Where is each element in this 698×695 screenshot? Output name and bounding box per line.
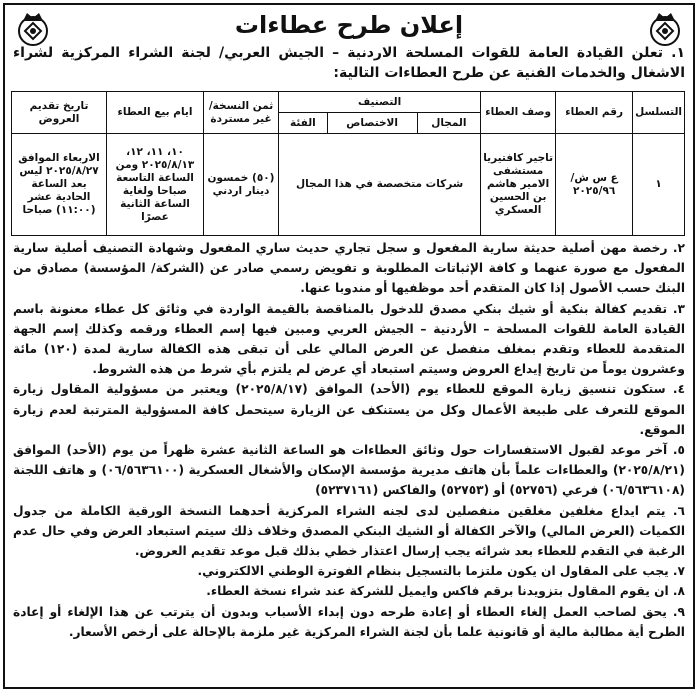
condition-paragraph: ٤. ستكون تنسيق زيارة الموقع للعطاء يوم (الأحد) الموافق (٢٠٢٥/٨/١٧) ويعتبر من مسؤولية المقاول زيارة الموقع للتعرف على طبيعة الأعمال وكل من يستنكف عن الزيارة سيتحمل كافة المسؤولية المترتبة لعدم زيارة الموقع. [13, 382, 686, 437]
cell-sale-days: ١٠، ١١، ١٢، ٢٠٢٥/٨/١٣ ومن الساعة التاسعة صباحا ولغاية الساعة الثانية عصرًا [107, 134, 204, 236]
page-title: إعلان طرح عطاءات [234, 11, 464, 39]
header-sale-days: ايام بيع العطاء [107, 92, 204, 134]
header-field: المجال [417, 113, 481, 134]
header-serial: التسلسل [633, 92, 685, 134]
header-price: ثمن النسخة/ غير مستردة [204, 92, 279, 134]
table-row [12, 134, 685, 236]
conditions-text [13, 238, 685, 642]
condition-paragraph: ٣. تقديم كفالة بنكية أو شيك بنكي مصدق للدخول بالمناقصة بالقيمة الواردة في وثائق كل عطاء معنونة باسم القيادة العامة للقوات المسلحة – الأردنية – الجيش العربي ومبين فيها إسم العطاء ورقمه وكذلك إسم الجهة المتقدمة للعطاء وتقدم بمغلف منفصل عن العرض المالي على أن تبقى هذه الكفالة سارية لمدة (١٢٠) مائة وعشرون يوماً من تاريخ إيداع العروض وسيتم استبعاد أي عرض لم يلتزم بأي شرط من هذه الشروط. [13, 301, 685, 377]
condition-paragraph: ٧. يجب على المقاول ان يكون ملتزما بالتسجيل بنظام الفوترة الوطني الالكتروني. [197, 564, 685, 579]
condition-paragraph: ٥. آخر موعد لقبول الاستفسارات حول وثائق العطاءات هو الساعة الثانية عشرة ظهراً من يوم (الأحد) الموافق (٢٠٢٥/٨/٢١) والعطاءات علماً بأن هاتف مديرية مؤسسة الإسكان والأشغال العسكرية (٠٦/٥٦٣٦١٠٠) و هاتف اللجنة (٠٦/٥٦٣٦١٠٨) فرعي (٥٢٧٥٦) أو (٥٢٧٥٣) والفاكس (٥٢٣٧١٦١) [13, 443, 685, 498]
cell-description: تاجير كافتيريا مستشفى الامير هاشم بن الحسين العسكري [481, 134, 556, 236]
intro-paragraph: ١. تعلن القيادة العامة للقوات المسلحة الاردنية – الجيش العربي/ لجنة الشراء المركزية لشراء الاشغال والخدمات الفنية عن طرح العطاءات التالية: [13, 45, 685, 81]
header-deadline: تاريخ تقديم العروض [12, 92, 107, 134]
tender-table [11, 91, 685, 236]
cell-deadline: الاربعاء الموافق ٢٠٢٥/٨/٢٧ ليس بعد الساعة الحادية عشر (١١:٠٠) صباحا [12, 134, 107, 236]
cell-tender-no: ع س ش/ ٢٠٢٥/٩٦ [556, 134, 633, 236]
header-category: الفئة [279, 113, 328, 134]
condition-paragraph: ٩. يحق لصاحب العمل إلغاء العطاء أو إعادة طرحه دون إبداء الأسباب وبدون أن يترتب عن هذا الإلغاء أو إعادة الطرح أية مطالبة مالية أو قانونية علما بأن لجنة الشراء المركزية غير ملزمة بالإحالة على أرخص الأسعار. [13, 604, 685, 639]
header-classification: التصنيف [279, 92, 481, 113]
condition-paragraph: ٦. يتم ايداع مغلفين مغلقين منفصلين لدى لجنه الشراء المركزية أحدهما النسخة الورقية الكاملة من جدول الكميات (العرض المالي) والآخر الكفالة أو الشيك البنكي المصدق وخلاف ذلك سيتم استبعاد العرض وفي حال عدم الرغبة في التقدم للعطاء بعد شرائه يجب إرسال اعتذار خطي بذلك قبل موعد تقديم العروض. [13, 503, 685, 559]
header-tender-no: رقم العطاء [556, 92, 633, 134]
header-specialty: الاختصاص [327, 113, 417, 134]
cell-classification: شركات متخصصة في هذا المجال [279, 134, 481, 236]
condition-paragraph: ٢. رخصة مهن أصلية حديثة سارية المفعول و سجل تجاري حديث ساري المفعول وشهادة التصنيف أصلية سارية المفعول مع صورة عنهما و كافة الإثباتات المطلوبة و تفويض رسمي صادر عن (الشركة/ المؤسسة) مصادق من البنك حسب الأصول إذا كان المتقدم أحد موظفيها أو مندوبا عنها. [13, 241, 685, 296]
condition-paragraph: ٨. ان يقوم المقاول بتزويدنا برقم فاكس وايميل للشركة عند شراء نسخة العطاء. [206, 584, 685, 599]
cell-price: (٥٠) خمسون دينار اردني [204, 134, 279, 236]
header-description: وصف العطاء [481, 92, 556, 134]
tender-announcement [3, 3, 695, 689]
cell-serial: ١ [633, 134, 685, 236]
